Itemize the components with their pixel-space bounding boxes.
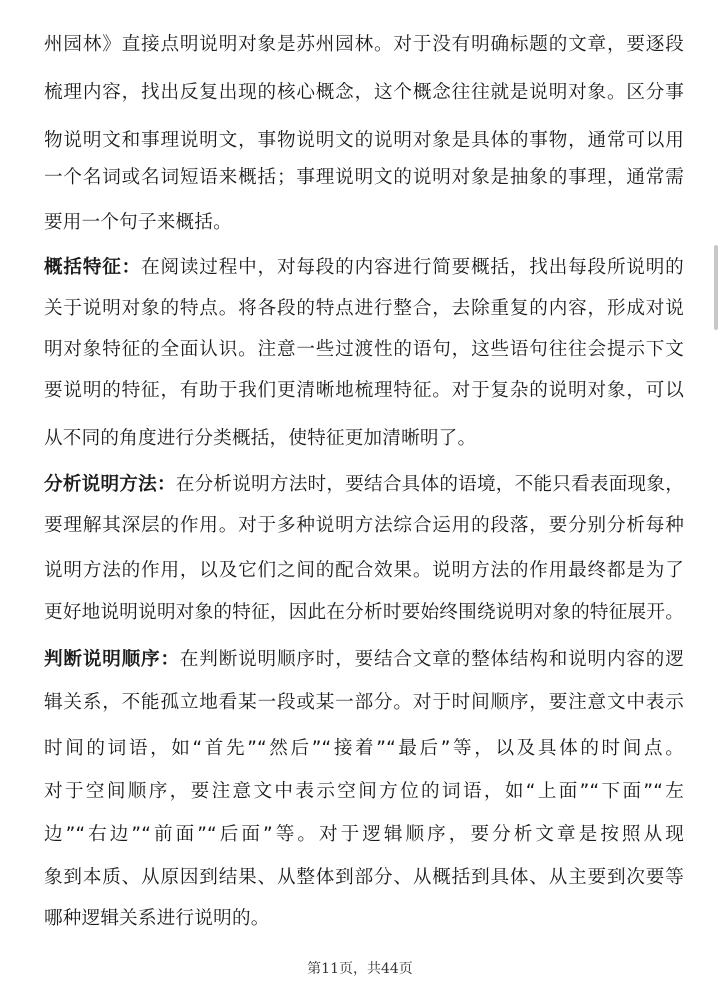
text-line: 哪种逻辑关系进行说明的。	[44, 908, 270, 929]
text-line: 州园林》直接点明说明对象是苏州园林。对于没有明确标题的文章，要逐段	[44, 34, 684, 55]
text-line: 要说明的特征，有助于我们更清晰地梳理特征。对于复杂的说明对象，可以	[44, 380, 684, 401]
paragraph-first-line	[44, 472, 684, 498]
section-heading: 分析说明方法：	[44, 474, 176, 495]
page-number: 第11页，共44页	[307, 961, 413, 977]
text-line: 辑关系，不能孤立地看某一段或某一部分。对于时间顺序，要注意文中表示	[44, 692, 684, 713]
section-heading: 概括特征：	[44, 257, 142, 278]
text-line: 要理解其深层的作用。对于多种说明方法综合运用的段落，要分别分析每种	[44, 515, 684, 536]
text-line: 一个名词或名词短语来概括；事理说明文的说明对象是抽象的事理，通常需	[44, 167, 684, 188]
text-span: 在阅读过程中，对每段的内容进行简要概括，找出每段所说明的	[141, 257, 684, 278]
text-line: 对于空间顺序，要注意文中表示空间方位的词语，如“上面”“下面”“左	[44, 781, 684, 802]
text-line: 梳理内容，找出反复出现的核心概念，这个概念往往就是说明对象。区分事	[44, 82, 684, 103]
text-line: 要用一个句子来概括。	[44, 212, 232, 233]
text-line: 关于说明对象的特点。将各段的特点进行整合，去除重复的内容，形成对说	[44, 298, 684, 319]
text-line: 时间的词语，如“首先”“然后”“接着”“最后”等，以及具体的时间点。	[44, 738, 684, 759]
text-line: 明对象特征的全面认识。注意一些过渡性的语句，这些语句往往会提示下文	[44, 339, 684, 360]
text-span: 在判断说明顺序时，要结合文章的整体结构和说明内容的逻	[179, 649, 684, 670]
text-line: 边”“右边”“前面”“后面”等。对于逻辑顺序，要分析文章是按照从现	[44, 824, 684, 845]
paragraph-first-line	[44, 255, 684, 281]
section-heading: 判断说明顺序：	[44, 649, 180, 670]
text-span: 在分析说明方法时，要结合具体的语境，不能只看表面现象，	[175, 474, 685, 495]
scrollbar[interactable]	[714, 245, 718, 330]
text-line: 说明方法的作用，以及它们之间的配合效果。说明方法的作用最终都是为了	[44, 560, 684, 581]
paragraph-first-line	[44, 647, 684, 673]
text-line: 物说明文和事理说明文，事物说明文的说明对象是具体的事物，通常可以用	[44, 130, 684, 151]
text-line: 象到本质、从原因到结果、从整体到部分、从概括到具体、从主要到次要等	[44, 867, 684, 888]
text-line: 从不同的角度进行分类概括，使特征更加清晰明了。	[44, 428, 477, 449]
text-line: 更好地说明说明对象的特征，因此在分析时要始终围绕说明对象的特征展开。	[44, 602, 684, 623]
